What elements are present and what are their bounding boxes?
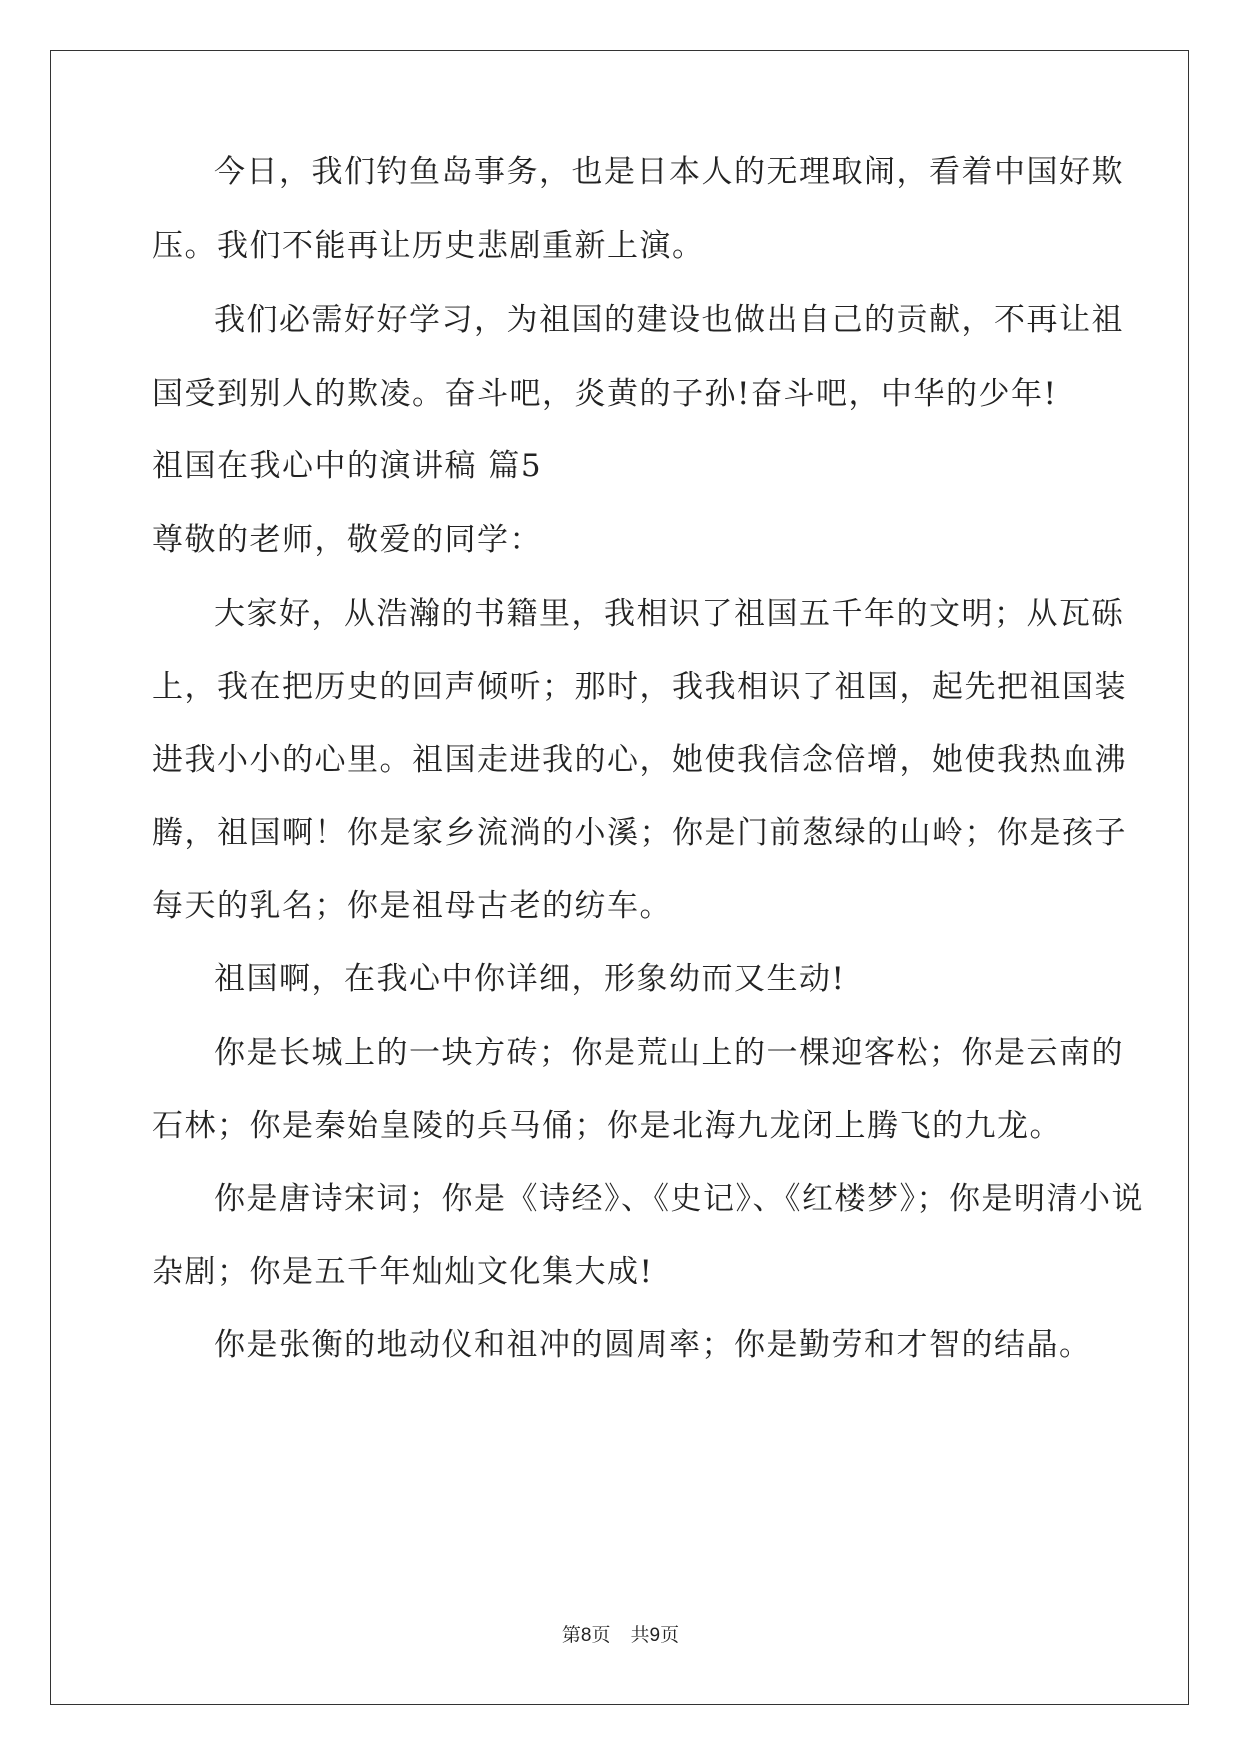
page-footer xyxy=(0,1623,1241,1648)
paragraph-line: 你是张衡的地动仪和祖冲的圆周率；你是勤劳和才智的结晶。 xyxy=(214,1327,1092,1363)
page-border xyxy=(50,50,1189,1705)
paragraph-line: 腾，祖国啊！你是家乡流淌的小溪；你是门前葱绿的山岭；你是孩子 xyxy=(152,815,1127,851)
paragraph-line: 进我小小的心里。祖国走进我的心，她使我信念倍增，她使我热血沸 xyxy=(152,742,1127,778)
paragraph-line: 今日，我们钓鱼岛事务，也是日本人的无理取闹，看着中国好欺 xyxy=(214,154,1124,190)
total-prefix: 共 xyxy=(630,1624,650,1646)
paragraph-line: 国受到别人的欺凌。奋斗吧，炎黄的子孙!奋斗吧，中华的少年! xyxy=(152,376,1058,412)
page-suffix: 页 xyxy=(591,1624,611,1646)
paragraph-line: 我们必需好好学习，为祖国的建设也做出自己的贡献，不再让祖 xyxy=(214,302,1124,338)
page-prefix: 第 xyxy=(561,1624,581,1646)
paragraph-line: 你是长城上的一块方砖；你是荒山上的一棵迎客松；你是云南的 xyxy=(214,1035,1124,1071)
paragraph-line: 祖国啊，在我心中你详细，形象幼而又生动! xyxy=(214,961,846,997)
section-heading: 祖国在我心中的演讲稿 篇5 xyxy=(152,448,543,484)
paragraph-line: 大家好，从浩瀚的书籍里，我相识了祖国五千年的文明；从瓦砾 xyxy=(214,596,1124,632)
page-total-number: 9 xyxy=(649,1625,661,1646)
total-suffix: 页 xyxy=(660,1624,680,1646)
paragraph-line: 压。我们不能再让历史悲剧重新上演。 xyxy=(152,228,705,264)
paragraph-line: 上，我在把历史的回声倾听；那时，我我相识了祖国，起先把祖国装 xyxy=(152,669,1127,705)
salutation: 尊敬的老师，敬爱的同学： xyxy=(152,522,542,558)
paragraph-line: 每天的乳名；你是祖母古老的纺车。 xyxy=(152,888,672,924)
paragraph-line: 你是唐诗宋词；你是《诗经》、《史记》、《红楼梦》；你是明清小说 xyxy=(214,1181,1144,1217)
paragraph-line: 杂剧；你是五千年灿灿文化集大成! xyxy=(152,1254,654,1290)
paragraph-line: 石林；你是秦始皇陵的兵马俑；你是北海九龙闭上腾飞的九龙。 xyxy=(152,1108,1062,1144)
page-current-number: 8 xyxy=(580,1625,592,1646)
